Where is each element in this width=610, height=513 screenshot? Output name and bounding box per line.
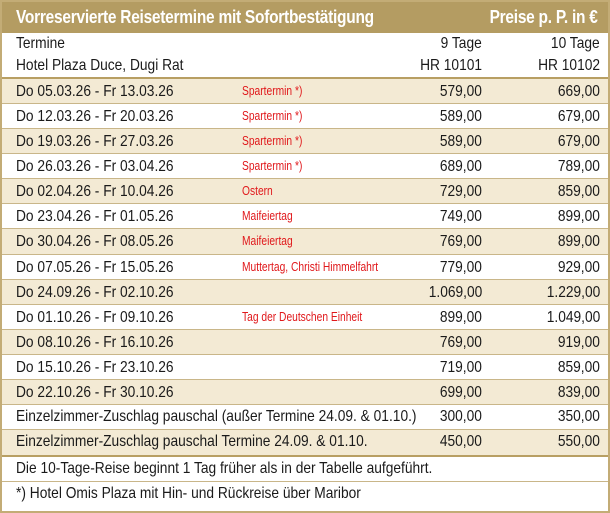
price-9-days: 769,00: [439, 233, 482, 251]
price-10-days: 1.049,00: [546, 308, 600, 326]
header-col1-code: HR 10101: [420, 57, 482, 74]
price-9-days: 1.069,00: [428, 283, 482, 301]
date-row: [2, 305, 608, 330]
surcharge-price-10: 350,00: [557, 408, 600, 425]
footnote-text: Die 10-Tage-Reise beginnt 1 Tag früher als in der Tabelle aufgeführt.: [16, 460, 433, 477]
surcharge-row: [2, 405, 608, 430]
date-row: [2, 79, 608, 104]
price-9-days: 779,00: [439, 258, 482, 276]
date-note: Ostern: [242, 184, 273, 199]
travel-dates: Do 30.04.26 - Fr 08.05.26: [16, 233, 174, 251]
price-9-days: 589,00: [439, 108, 482, 126]
travel-dates: Do 15.10.26 - Fr 23.10.26: [16, 358, 174, 376]
date-note: Maifeiertag: [242, 209, 293, 224]
travel-dates: Do 23.04.26 - Fr 01.05.26: [16, 208, 174, 226]
date-note: Spartermin *): [242, 84, 303, 98]
price-9-days: 729,00: [439, 183, 482, 201]
footnote-row: [2, 482, 608, 508]
date-row: [2, 104, 608, 129]
travel-dates: Do 22.10.26 - Fr 30.10.26: [16, 383, 174, 401]
price-9-days: 769,00: [439, 333, 482, 351]
price-9-days: 579,00: [439, 83, 482, 100]
date-note: Muttertag, Christi Himmelfahrt: [242, 259, 379, 274]
date-row: [2, 380, 608, 405]
surcharge-price-9: 300,00: [439, 408, 482, 425]
header-col2-code: HR 10102: [538, 57, 600, 74]
header-label-termine: Termine: [16, 35, 65, 52]
price-9-days: 589,00: [439, 133, 482, 151]
date-row: [2, 255, 608, 280]
table-title: Vorreservierte Reisetermine mit Sofortbestätigung: [16, 7, 374, 27]
date-row: [2, 229, 608, 254]
price-10-days: 1.229,00: [546, 283, 600, 301]
travel-dates: Do 24.09.26 - Fr 02.10.26: [16, 283, 174, 301]
price-9-days: 749,00: [439, 208, 482, 226]
surcharge-label: Einzelzimmer-Zuschlag pauschal Termine 24.09. & 01.10.: [16, 433, 368, 450]
date-row: [2, 204, 608, 229]
price-10-days: 789,00: [557, 158, 600, 176]
travel-dates: Do 07.05.26 - Fr 15.05.26: [16, 258, 174, 276]
travel-dates: Do 19.03.26 - Fr 27.03.26: [16, 133, 174, 151]
surcharge-label: Einzelzimmer-Zuschlag pauschal (außer Termine 24.09. & 01.10.): [16, 408, 417, 425]
date-row: [2, 280, 608, 305]
date-row: [2, 355, 608, 380]
price-10-days: 859,00: [557, 358, 600, 376]
price-10-days: 679,00: [557, 108, 600, 126]
title-bar: [2, 2, 608, 33]
price-10-days: 899,00: [557, 233, 600, 251]
price-9-days: 689,00: [439, 158, 482, 176]
footnote-text: *) Hotel Omis Plaza mit Hin- und Rückreise über Maribor: [16, 485, 361, 502]
date-row: [2, 129, 608, 154]
travel-dates: Do 08.10.26 - Fr 16.10.26: [16, 333, 174, 351]
travel-dates: Do 05.03.26 - Fr 13.03.26: [16, 83, 174, 100]
date-note: Spartermin *): [242, 159, 303, 174]
date-note: Tag der Deutschen Einheit: [242, 309, 363, 324]
date-note: Spartermin *): [242, 109, 303, 124]
header-col2-days: 10 Tage: [551, 35, 600, 52]
header-col1-days: 9 Tage: [440, 35, 482, 52]
travel-dates: Do 12.03.26 - Fr 20.03.26: [16, 108, 174, 126]
price-10-days: 669,00: [557, 83, 600, 100]
surcharge-price-9: 450,00: [439, 433, 482, 450]
footnote-row: [2, 457, 608, 482]
date-note: Maifeiertag: [242, 234, 293, 249]
price-10-days: 859,00: [557, 183, 600, 201]
header-row-2: [2, 55, 608, 79]
date-row: [2, 154, 608, 179]
price-10-days: 839,00: [557, 383, 600, 401]
price-10-days: 929,00: [557, 258, 600, 276]
price-9-days: 719,00: [439, 358, 482, 376]
price-note: Preise p. P. in €: [489, 7, 598, 27]
price-9-days: 699,00: [439, 383, 482, 401]
price-10-days: 919,00: [557, 333, 600, 351]
price-9-days: 899,00: [439, 308, 482, 326]
travel-dates: Do 01.10.26 - Fr 09.10.26: [16, 308, 174, 326]
date-note: Spartermin *): [242, 134, 303, 149]
date-row: [2, 330, 608, 355]
travel-dates: Do 02.04.26 - Fr 10.04.26: [16, 183, 174, 201]
surcharge-row: [2, 430, 608, 457]
price-10-days: 899,00: [557, 208, 600, 226]
surcharge-price-10: 550,00: [557, 433, 600, 450]
header-hotel-name: Hotel Plaza Duce, Dugi Rat: [16, 57, 184, 74]
date-row: [2, 179, 608, 204]
header-row-1: [2, 33, 608, 55]
travel-dates: Do 26.03.26 - Fr 03.04.26: [16, 158, 174, 176]
price-10-days: 679,00: [557, 133, 600, 151]
